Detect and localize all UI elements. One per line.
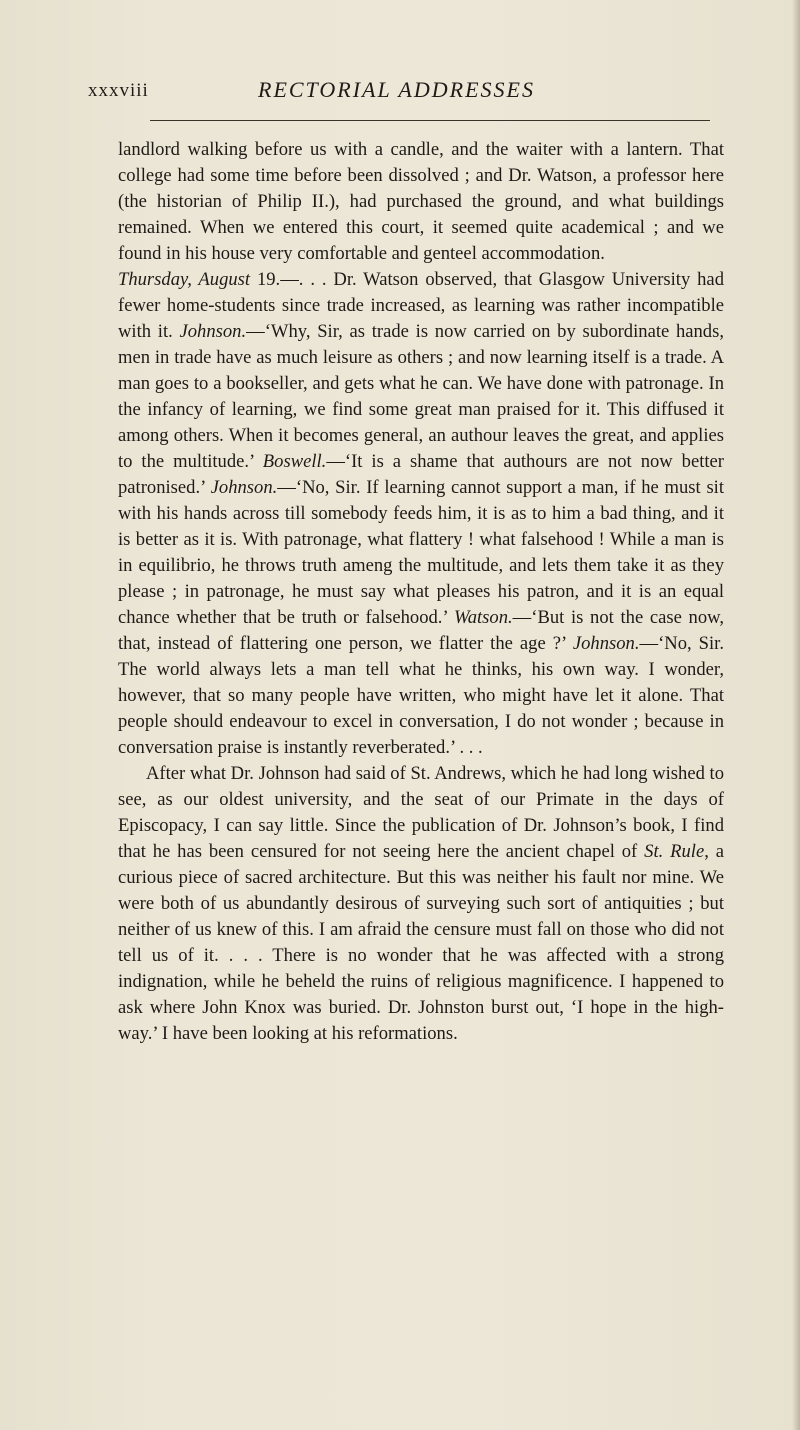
italic-text: Johnson. (210, 477, 278, 498)
paragraph (118, 137, 724, 267)
text-run: After what Dr. Johnson had said of St. Andrews, which he had long wished to see, as our oldest university, and the seat of our Primate in the days of Episcopacy, I can say little. Since the publication of Dr. Johnson’s book, I find that he has been censured for not seeing here the ancient chapel of (118, 763, 724, 862)
page-number: xxxviii (88, 80, 149, 101)
text-run: —‘But is not the case now, that, instead of flattering one person, we flatter the age ?’ (118, 607, 724, 654)
italic-text: Johnson. (572, 633, 640, 654)
paragraph (118, 761, 724, 1047)
text-run: —‘No, Sir. The world always lets a man tell what he thinks, his own way. I wonder, however, that so many people have written, who might have let it alone. That people should endeavour to excel in conversation, I do not wonder ; because in conversation praise is instantly reverberated.’ . . . (118, 633, 724, 758)
header-rule (150, 120, 710, 121)
italic-text: Boswell. (262, 451, 327, 472)
text-run: —‘Why, Sir, as trade is now carried on by subordinate hands, men in trade have as much leisure as others ; and now learning itself is a trade. A man goes to a bookseller, and gets what he can. We have done with patronage. In the infancy of learning, we find some great man praised for it. This diffused it among others. When it becomes general, an authour leaves the great, and applies to the multitude.’ (118, 321, 724, 472)
italic-text: Johnson. (179, 321, 247, 342)
text-run: landlord walking before us with a candle, and the waiter with a lantern. That college had some time before been dissolved ; and Dr. Watson, a professor here (the historian of Philip II.), had purchased the ground, and what buildings remained. When we entered this court, it seemed quite academical ; and we found in his house very comfortable and genteel accommodation. (118, 139, 724, 264)
italic-text: Thursday, August (118, 269, 251, 290)
text-run: , a curious piece of sacred architecture. But this was neither his fault nor mine. We were both of us abundantly desirous of surveying such sort of antiquities ; but neither of us knew of this. I am afraid the censure must fall on those who did not tell us of it. . . . There is no wonder that he was affected with a strong indignation, while he beheld the ruins of religious magnificence. I happened to ask where John Knox was buried. Dr. Johnston burst out, ‘I hope in the high-way.’ I have been looking at his reformations. (118, 841, 724, 1044)
italic-text: Watson. (453, 607, 513, 628)
body-text (118, 137, 724, 1047)
text-run: —‘No, Sir. If learning cannot support a man, if he must sit with his hands across till somebody feeds him, it is as to him a bad thing, and it is better as it is. With patronage, what flattery ! what falsehood ! While a man is in equilibrio, he throws truth ameng the multitude, and lets them take it as they please ; in patronage, he must say what pleases his patron, and it is an equal chance whether that be truth or falsehood.’ (118, 477, 725, 628)
text-run: —‘It is a shame that authours are not now better patronised.’ (118, 451, 724, 498)
running-head (88, 77, 718, 114)
text-run: 19.—. . . Dr. Watson observed, that Glasgow University had fewer home-students since trade increased, as learning was rather incompatible with it. (118, 269, 724, 342)
paragraph (118, 267, 724, 761)
page-edge-shadow (792, 0, 800, 1430)
italic-text: St. Rule (644, 841, 705, 862)
running-title: RECTORIAL ADDRESSES (258, 77, 535, 102)
